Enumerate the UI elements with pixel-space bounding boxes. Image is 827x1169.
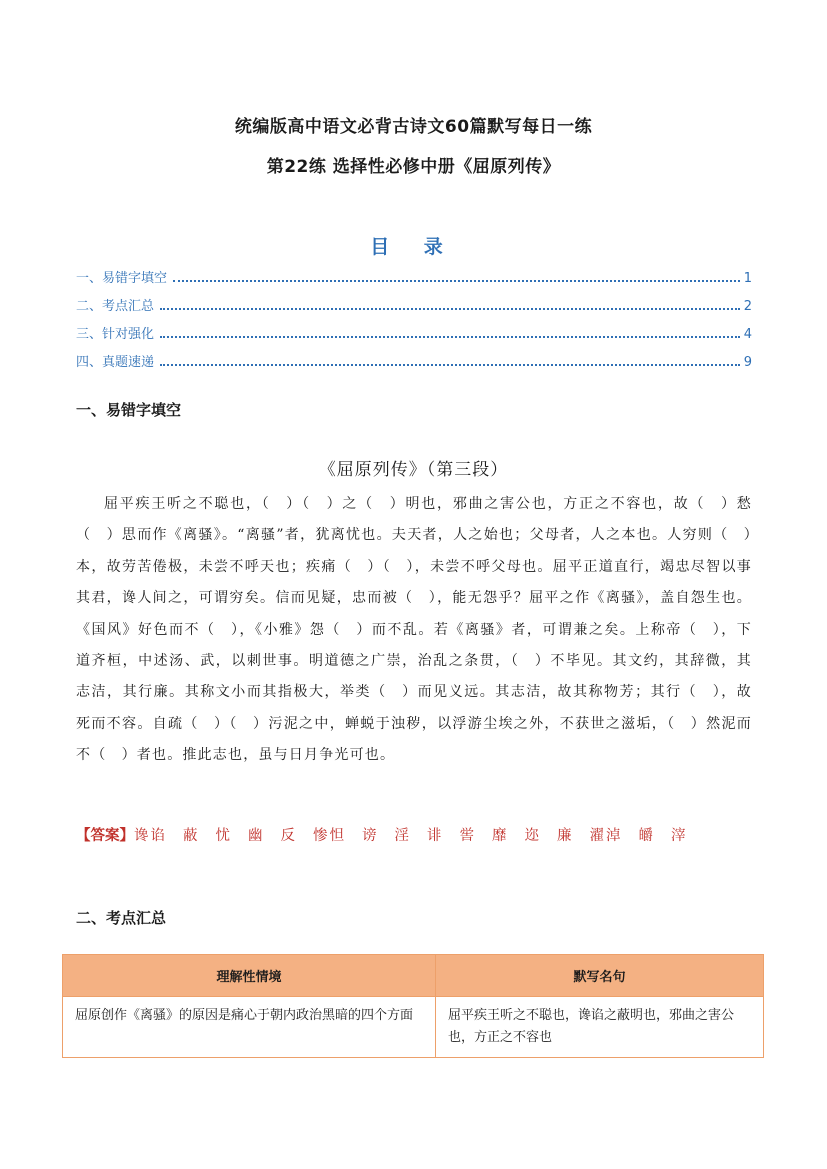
- toc-item-label[interactable]: 三、针对强化: [76, 327, 155, 342]
- toc-item-label[interactable]: 一、易错字填空: [76, 271, 168, 286]
- toc-leader-dots: [160, 335, 740, 338]
- toc-leader-dots: [160, 363, 740, 366]
- toc-item[interactable]: [76, 351, 752, 379]
- passage-title: 《屈原列传》（第三段）: [318, 460, 509, 480]
- passage-text: 屈平疾王听之不聪也，（ ）（ ）之（ ）明也，邪曲之害公也，方正之不容也，故（ ）愁（ ）思而作《离骚》。“离骚”者，犹离忧也。夫天者，人之始也；父母者，人之本也。人穷则（ ）本，故劳苦倦极，未尝不呼天也；疾痛（ ）（ ），未尝不呼父母也。屈平正道直行，竭忠尽智以事其君，谗人间之，可谓穷矣。信而见疑，忠而被（ ），能无怨乎？屈平之作《离骚》，盖自怨生也。《国风》好色而不（ ），《小雅》怨（ ）而不乱。若《离骚》者，可谓兼之矣。上称帝（ ），下道齐桓，中述汤、武，以刺世事。明道德之广崇，治乱之条贯，（ ）不毕见。其文约，其辞微，其志洁，其行廉。其称文小而其指极大，举类（ ）而见义远。其志洁，故其称物芳；其行（ ），故死而不容。自疏（ ）（ ）污泥之中，蝉蜕于浊秽，以浮游尘埃之外，不获世之滋垢，（ ）然泥而不（ ）者也。推此志也，虽与日月争光可也。: [76, 496, 752, 764]
- column-header-quote: 默写名句: [436, 955, 764, 997]
- section-heading-fill-blanks: 一、易错字填空: [76, 401, 182, 419]
- toc-item[interactable]: [76, 295, 752, 323]
- answer-word: 廉: [557, 828, 574, 844]
- answer-word: 反: [280, 828, 297, 844]
- table-cell-context: 屈原创作《离骚》的原因是痛心于朝内政治黑暗的四个方面: [63, 997, 436, 1058]
- toc-item[interactable]: [76, 267, 752, 295]
- document-subtitle: 第22练 选择性必修中册《屈原列传》: [266, 157, 561, 177]
- toc-item-page[interactable]: 1: [743, 271, 752, 286]
- answer-word: 靡: [492, 828, 509, 844]
- answer-word: 惨怛: [313, 828, 346, 844]
- answer-word: 诽: [427, 828, 444, 844]
- toc-item-label[interactable]: 二、考点汇总: [76, 299, 155, 314]
- toc-leader-dots: [173, 279, 740, 282]
- answer-word: 喾: [459, 828, 476, 844]
- toc-leader-dots: [160, 307, 740, 310]
- answer-word: 蔽: [183, 828, 200, 844]
- answer-word: 谤: [362, 828, 379, 844]
- toc-item-page[interactable]: 4: [743, 327, 752, 342]
- section-heading-key-points: 二、考点汇总: [76, 909, 167, 927]
- toc-item[interactable]: [76, 323, 752, 351]
- toc-item-label[interactable]: 四、真题速递: [76, 355, 155, 370]
- answer-word: 忧: [215, 828, 232, 844]
- key-points-table: [62, 954, 764, 1058]
- answer-block: [76, 821, 752, 852]
- document-title: 统编版高中语文必背古诗文60篇默写每日一练: [234, 117, 593, 137]
- answer-word: 淫: [394, 828, 411, 844]
- answer-word: 濯淖: [589, 828, 623, 844]
- answer-word: 滓: [671, 828, 688, 844]
- answer-word: 谗谄: [134, 828, 167, 844]
- table-row: [63, 997, 764, 1058]
- answer-word: 迩: [524, 828, 541, 844]
- answer-word: 幽: [248, 828, 265, 844]
- table-of-contents: [76, 267, 752, 379]
- toc-item-page[interactable]: 2: [743, 299, 752, 314]
- table-header-row: [63, 955, 764, 997]
- answer-word: 皭: [638, 828, 655, 844]
- table-cell-quote: 屈平疾王听之不聪也，谗谄之蔽明也，邪曲之害公也，方正之不容也: [436, 997, 764, 1058]
- toc-title: 目 录: [370, 236, 457, 258]
- column-header-context: 理解性情境: [63, 955, 436, 997]
- toc-item-page[interactable]: 9: [743, 355, 752, 370]
- answer-label: 【答案】: [76, 828, 134, 844]
